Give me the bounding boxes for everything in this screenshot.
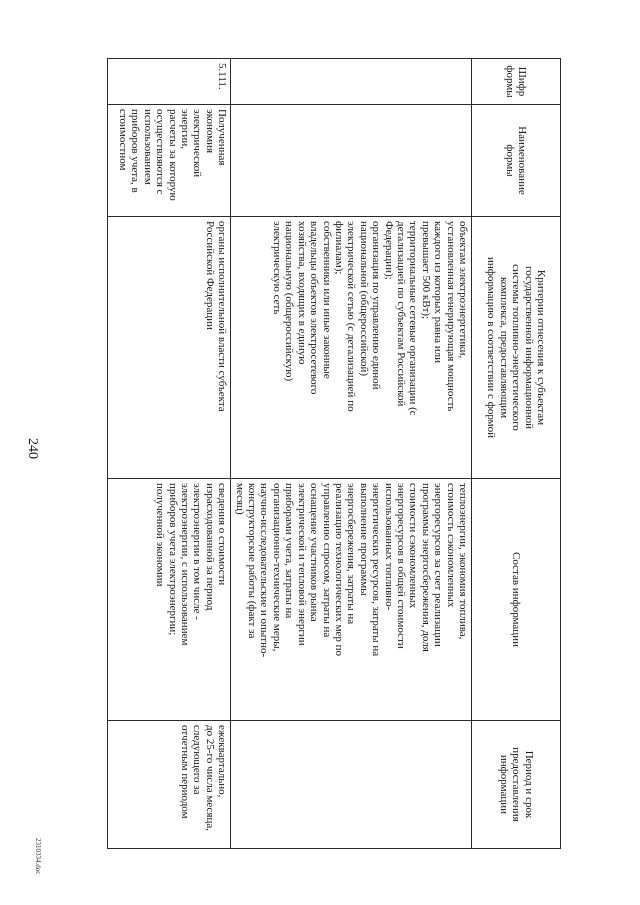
page-number: 240	[25, 438, 40, 459]
text-line: использованных топливно-	[382, 483, 395, 611]
text-line: выполнение программы	[357, 483, 370, 596]
cell-form-name	[231, 105, 472, 217]
text-line: научно-исследовательские и опытно-	[258, 483, 271, 658]
text-line: расчеты за которую	[166, 109, 179, 201]
text-line: израсходованной за период	[203, 483, 216, 611]
text-line: программы энергосбережения, доля	[419, 483, 432, 652]
text-line: следующего за	[191, 725, 204, 795]
text-line: предоставления	[510, 747, 523, 822]
text-line: Российской Федерации	[203, 221, 216, 330]
text-line: приборов учета электроэнергии;	[166, 483, 179, 636]
text-line: использованием	[141, 109, 154, 185]
text-line: полученной экономии	[154, 483, 167, 587]
text-line: организационно-технические меры,	[270, 483, 283, 652]
text-line: собственники или иные законные	[320, 221, 333, 379]
text-line: Критерии отнесения к субъектам	[535, 269, 548, 426]
text-line: энергоресурсов за счет реализации	[432, 483, 445, 647]
document-file-code: 2310334.doc	[34, 838, 42, 875]
text-line: электроэнергии в том числе -	[191, 483, 204, 620]
cell-criteria	[108, 217, 231, 479]
text-line: органы исполнительной власти субъекта	[216, 221, 229, 412]
text-line: национальную (общероссийскую)	[283, 221, 296, 382]
text-line: Наименование формы	[504, 126, 529, 195]
text-line: энергоресурсов в общей стоимости	[394, 483, 407, 649]
text-line: хозяйства, входящих в единую	[295, 221, 308, 365]
text-line: превышает 500 кВт);	[419, 221, 432, 320]
text-line: детализацией по субъектам Российской	[394, 221, 407, 407]
text-line: стоимость сэкономленных	[444, 483, 457, 608]
cell-content	[108, 479, 231, 721]
text-line: конструкторские работы (факт за	[246, 483, 259, 639]
header-period	[472, 721, 561, 849]
header-criteria	[472, 217, 561, 479]
text-line: стоимостном	[117, 109, 130, 171]
text-line: до 25-го числа месяца,	[203, 725, 216, 831]
cell-form-name	[108, 105, 231, 217]
text-line: информацию в соответствии с формой	[485, 256, 498, 439]
header-form-name	[472, 105, 561, 217]
table-row	[108, 59, 231, 849]
header-code	[472, 59, 561, 105]
text-line: комплекса, предоставляющим	[497, 276, 510, 419]
table-row	[231, 59, 472, 849]
text-line: филиалам);	[332, 221, 345, 275]
text-line: месяц)	[233, 483, 246, 515]
form-specification-table	[107, 58, 561, 849]
cell-code	[231, 59, 472, 105]
text-line: электроэнергии, с использованием	[179, 483, 192, 646]
text-line: объектам электроэнергетики,	[457, 221, 469, 359]
form-specification-table-container	[117, 58, 561, 848]
text-line: государственной информационной	[522, 265, 535, 430]
text-line: информации	[497, 754, 510, 815]
text-line: осуществляются с	[154, 109, 167, 195]
text-line: системы топливно-энергетического	[510, 264, 523, 431]
text-line: энергосбережения, затраты на	[345, 483, 358, 625]
text-line: стоимости сэкономленных	[407, 483, 420, 609]
text-line: Состав информации	[510, 552, 523, 647]
text-line: организация по управлению единой	[370, 221, 383, 390]
text-line: территориальные сетевые организации (с	[407, 221, 420, 416]
text-line: Полученная экономия	[203, 109, 229, 166]
text-line: электрической и тепловой энергии	[295, 483, 308, 646]
header-content	[472, 479, 561, 721]
text-line: установленная генерирующая мощность	[444, 221, 457, 412]
text-line: ежеквартально,	[216, 725, 229, 798]
text-line: теплоэнергии, экономия топлива,	[457, 483, 469, 640]
cell-code: 5.111.	[108, 59, 231, 105]
text-line: приборов учета, в	[129, 109, 142, 193]
text-line: энергетических ресурсов, затраты на	[370, 483, 383, 657]
text-line: электрической сетью (с детализацией по	[345, 221, 358, 412]
text-line: Шифр	[516, 66, 529, 97]
cell-period	[231, 721, 472, 849]
text-line: электрическую сеть	[270, 221, 283, 315]
cell-content	[231, 479, 472, 721]
text-line: каждого из которых равна или	[432, 221, 445, 364]
text-line: управлению спросом, затраты на	[320, 483, 333, 638]
text-line: формы	[504, 65, 516, 98]
text-line: оснащение участников рынка	[308, 483, 321, 622]
cell-period	[108, 721, 231, 849]
text-line: сведения о стоимости	[216, 483, 229, 586]
text-line: электрической энергии,	[179, 109, 204, 178]
table-header-row	[472, 59, 561, 849]
text-line: Федерации);	[382, 221, 395, 280]
text-line: владельцы объектов электросетевого	[308, 221, 321, 395]
cell-criteria	[231, 217, 472, 479]
text-line: отчетным периодом	[179, 725, 192, 819]
text-line: приборами учета, затраты на	[283, 483, 296, 619]
text-line: Период и срок	[522, 750, 535, 819]
text-line: реализацию технологических мер по	[332, 483, 345, 657]
text-line: национальной (общероссийской)	[357, 221, 370, 377]
